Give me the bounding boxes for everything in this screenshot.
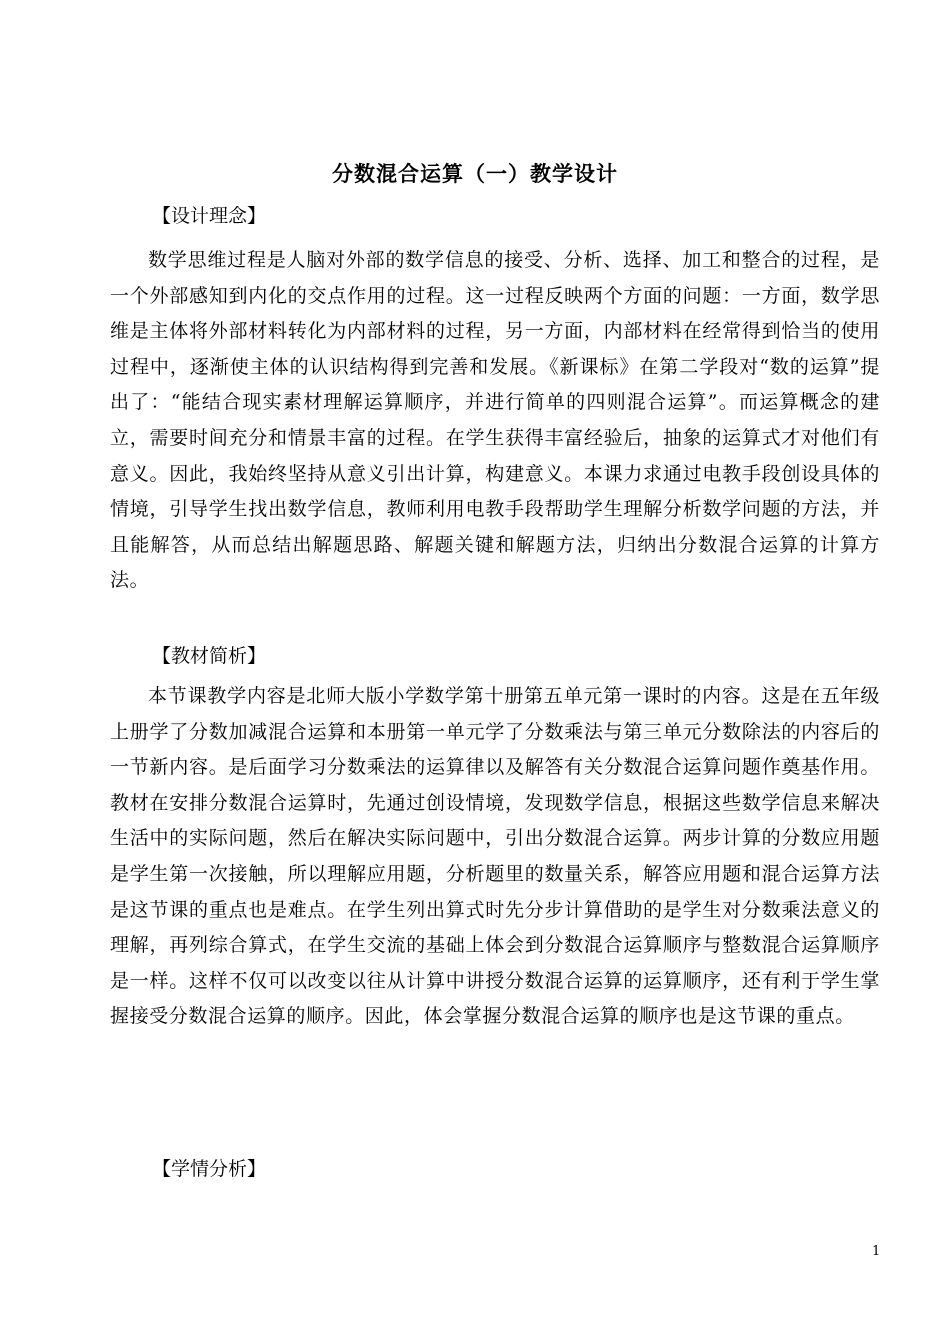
section-heading-textbook-analysis: 【教材简析】 xyxy=(152,645,267,667)
section-body-textbook-analysis: 本节课教学内容是北师大版小学数学第十册第五单元第一课时的内容。这是在五年级上册学了分数加减混合运算和本册第一单元学了分数乘法与第三单元分数除法的内容后的一节新内容。是后面学习分数乘法的运算律以及解答有关分数混合运算问题作奠基作用。教材在安排分数混合运算时，先通过创设情境，发现数学信息，根据这些数学信息来解决生活中的实际问题，然后在解决实际问题中，引出分数混合运算。两步计算的分数应用题是学生第一次接触，所以理解应用题，分析题里的数量关系，解答应用题和混合运算方法是这节课的重点也是难点。在学生列出算式时先分步计算借助的是学生对分数乘法意义的理解，再列综合算式，在学生交流的基础上体会到分数混合运算顺序与整数混合运算顺序是一样。这样不仅可以改变以往从计算中讲授分数混合运算的运算顺序，还有利于学生掌握接受分数混合运算的顺序。因此，体会掌握分数混合运算的顺序也是这节课的重点。 xyxy=(110,685,880,1028)
section-heading-design-concept: 【设计理念】 xyxy=(152,205,267,227)
document-title: 分数混合运算（一）教学设计 xyxy=(332,162,618,186)
page-number: 1 xyxy=(872,1244,881,1259)
section-body-design-concept: 数学思维过程是人脑对外部的数学信息的接受、分析、选择、加工和整合的过程，是一个外部感知到内化的交点作用的过程。这一过程反映两个方面的问题：一方面，数学思维是主体将外部材料转化为内部材料的过程，另一方面，内部材料在经常得到恰当的使用过程中，逐渐使主体的认识结构得到完善和发展。《新课标》在第二学段对“数的运算”提出了：“能结合现实素材理解运算顺序，并进行简单的四则混合运算”。而运算概念的建立，需要时间充分和情景丰富的过程。在学生获得丰富经验后，抽象的运算式才对他们有意义。因此，我始终坚持从意义引出计算，构建意义。本课力求通过电教手段创设具体的情境，引导学生找出数学信息，教师利用电教手段帮助学生理解分析数学问题的方法，并且能解答，从而总结出解题思路、解题关键和解题方法，归纳出分数混合运算的计算方法。 xyxy=(110,249,880,592)
section-heading-student-analysis: 【学情分析】 xyxy=(152,1158,267,1180)
